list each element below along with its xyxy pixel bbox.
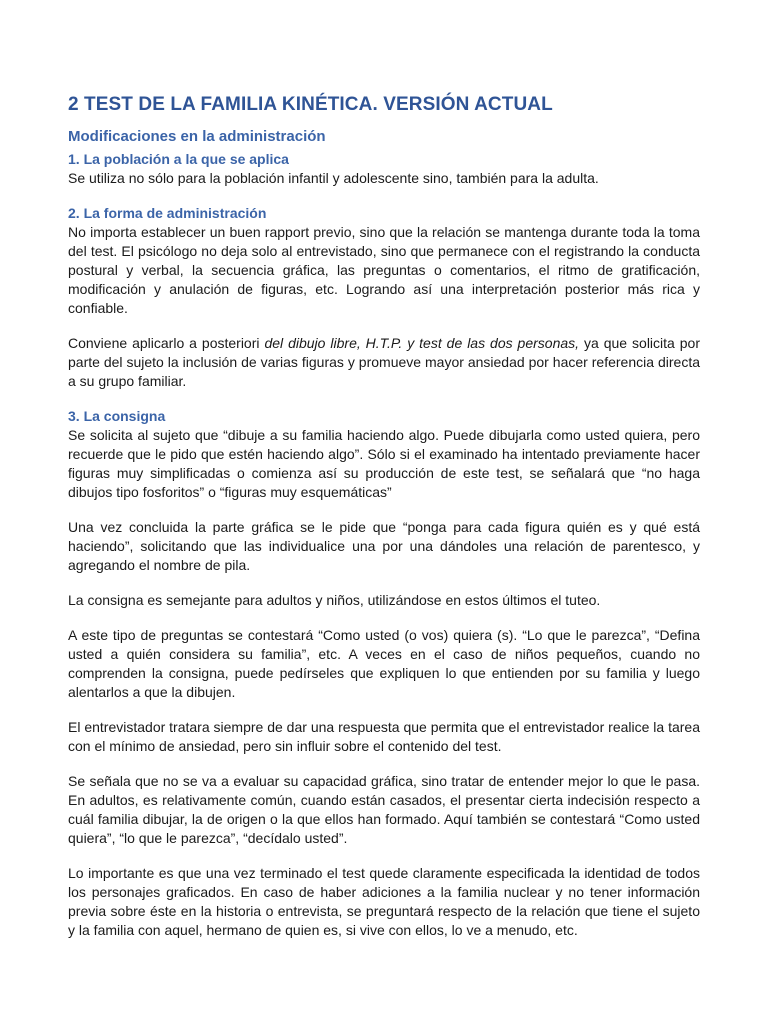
document-subtitle: Modificaciones en la administración [68,128,326,145]
paragraph-italic-text: del dibujo libre, H.T.P. y test de las dos personas, [264,335,580,351]
section-heading-consigna: 3. La consigna [68,408,166,424]
paragraph-text: ya que solicita por parte del sujeto la inclusión de varias figuras y promueve mayor ansiedad por hacer referencia directa a su grupo familiar. [68,335,701,389]
paragraph-text: Conviene aplicarlo a posteriori [68,335,265,351]
paragraph-mixed [68,334,700,391]
paragraph: El entrevistador tratara siempre de dar una respuesta que permita que el entrevistador realice la tarea con el mínimo de ansiedad, pero sin influir sobre el contenido del test. [68,719,700,754]
paragraph: Se solicita al sujeto que “dibuje a su familia haciendo algo. Puede dibujarla como usted quiera, pero recuerde que le pido que estén haciendo algo”. Sólo si el examinado ha intentado previamente hacer figuras muy simplificadas o comienza así su producción de este test, se señalará que “no haga dibujos tipo fosforitos” o “figuras muy esquemáticas” [68,427,700,500]
paragraph: No importa establecer un buen rapport previo, sino que la relación se mantenga durante toda la toma del test. El psicólogo no deja solo al entrevistado, sino que permanece con el registrando la conducta postural y verbal, la secuencia gráfica, las preguntas o comentarios, el ritmo de gratificación, modificación y anulación de figuras, etc. Logrando así una interpretación posterior más rica y confiable. [68,224,700,316]
section-heading-poblacion: 1. La población a la que se aplica [68,151,289,167]
paragraph: A este tipo de preguntas se contestará “Como usted (o vos) quiera (s). “Lo que le parezca”, “Defina usted a quién considera su familia”, etc. A veces en el caso de niños pequeños, cuando no comprenden la consigna, puede pedírseles que expliquen lo que entienden por su familia y luego alentarlos a que la dibujen. [68,627,700,700]
paragraph: Lo importante es que una vez terminado el test quede claramente especificada la identidad de todos los personajes graficados. En caso de haber adiciones a la familia nuclear y no tener información previa sobre éste en la historia o entrevista, se preguntará respecto de la relación que tiene el sujeto y la familia con aquel, hermano de quien es, si vive con ellos, lo ve a menudo, etc. [68,865,700,938]
document-title: 2 TEST DE LA FAMILIA KINÉTICA. VERSIÓN ACTUAL [68,94,553,115]
paragraph: Se señala que no se va a evaluar su capacidad gráfica, sino tratar de entender mejor lo que le pasa. En adultos, es relativamente común, cuando están casados, el presentar cierta indecisión respecto a cuál familia dibujar, la de origen o la que ellos han formado. Aquí también se contestará “Como usted quiera”, “lo que le parezca”, “decídalo usted”. [68,773,700,846]
paragraph: La consigna es semejante para adultos y niños, utilizándose en estos últimos el tuteo. [68,592,601,608]
section-heading-forma-administracion: 2. La forma de administración [68,205,267,221]
paragraph: Se utiliza no sólo para la población infantil y adolescente sino, también para la adulta. [68,170,599,186]
paragraph: Una vez concluida la parte gráfica se le pide que “ponga para cada figura quién es y qué está haciendo”, solicitando que las individualice una por una dándoles una relación de parentesco, y agregando el nombre de pila. [68,519,700,573]
